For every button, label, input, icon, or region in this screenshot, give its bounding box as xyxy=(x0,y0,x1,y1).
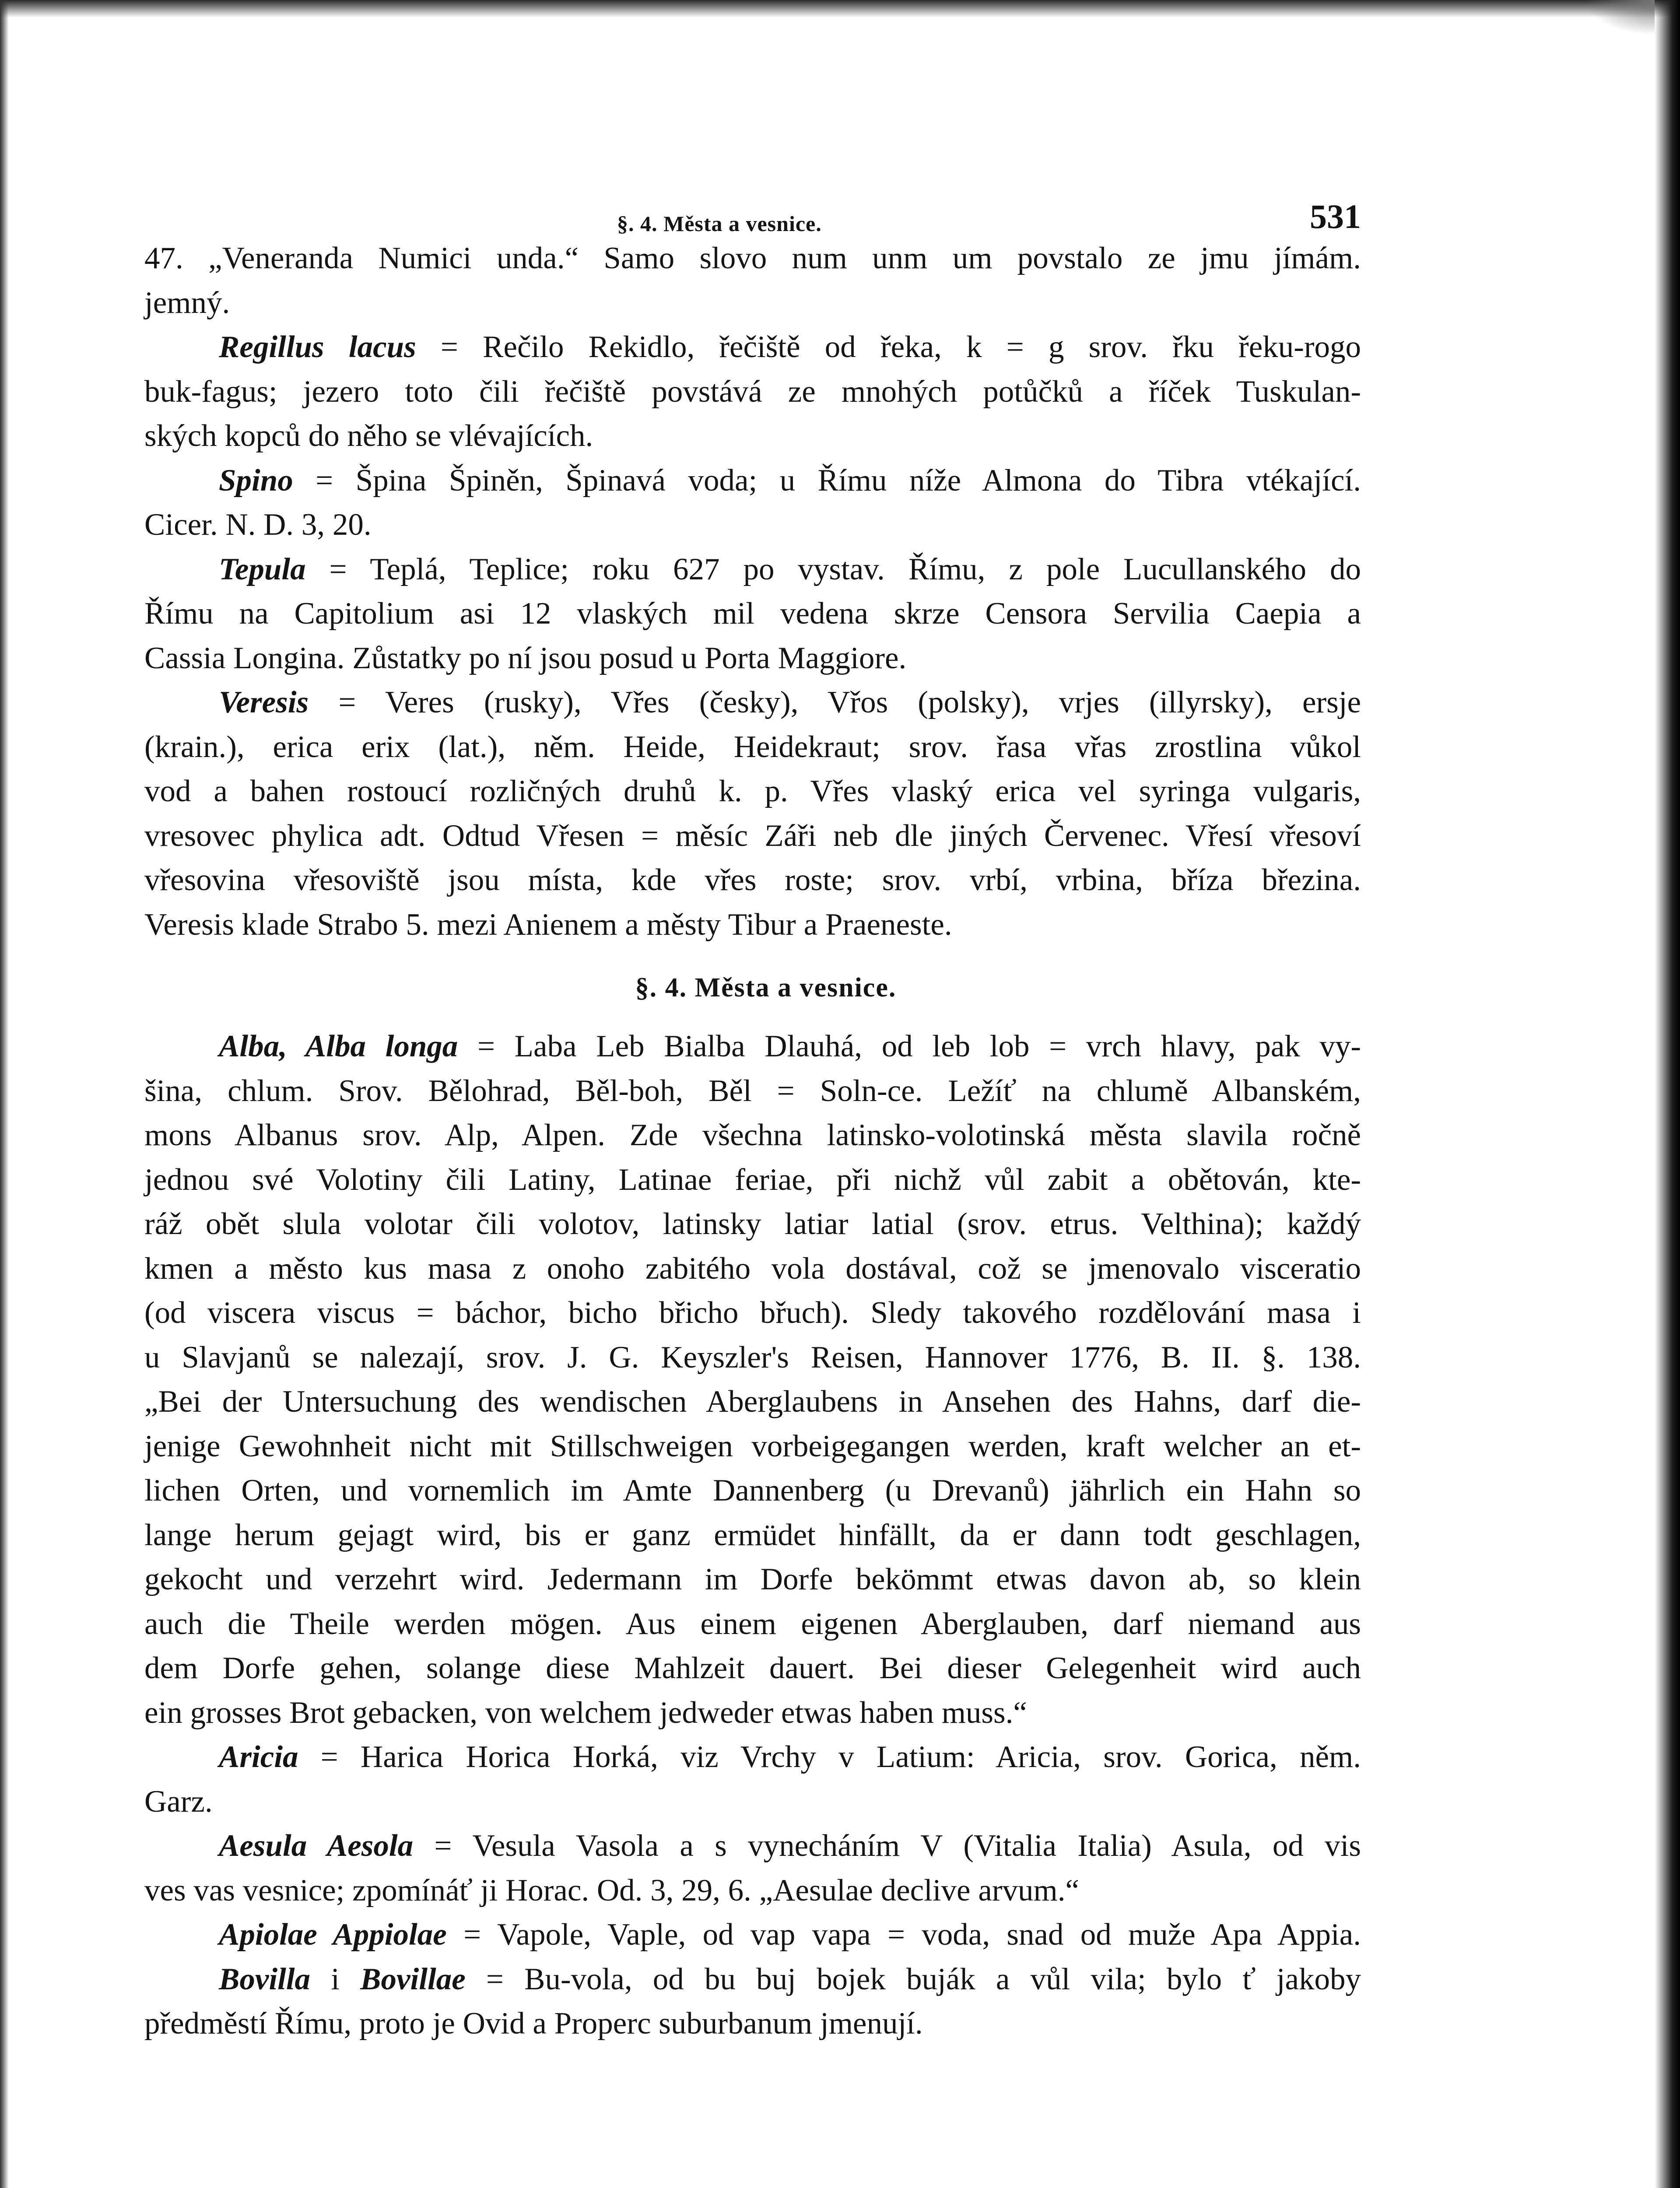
text-line: vřesovina vřesoviště jsou místa, kde vřes roste; srov. vrbí, vrbina, bříza březina. xyxy=(144,863,1361,897)
entry-term: Apiolae Appiolae xyxy=(219,1918,447,1952)
text-span: = Laba Leb Bialba Dlauhá, od leb lob = vrch hlavy, pak vy- xyxy=(477,1029,1361,1063)
entry-term: Aesula Aesola xyxy=(219,1829,414,1863)
entry-term: Aricia xyxy=(219,1740,298,1774)
paragraph-aricia xyxy=(144,1735,1361,1824)
text-line xyxy=(144,1957,1361,2002)
paragraph-numici xyxy=(144,236,1361,325)
paragraph-spino xyxy=(144,459,1361,547)
scan-corner-shadow xyxy=(1585,0,1655,35)
scan-edge-right xyxy=(1655,0,1680,2188)
text-span: = Bu-vola, od bu buj bojek buják a vůl vila; bylo ť jakoby xyxy=(486,1962,1361,1996)
text-line: Cassia Longina. Zůstatky po ní jsou posud u Porta Maggiore. xyxy=(144,641,907,675)
text-line xyxy=(144,1024,1361,1069)
entry-term: Tepula xyxy=(219,552,306,586)
running-head-title: §. 4. Města a vesnice. xyxy=(617,211,822,236)
text-line: u Slavjanů se nalezají, srov. J. G. Keyszler's Reisen, Hannover 1776, B. II. §. 138. xyxy=(144,1340,1361,1375)
paragraph-veresis xyxy=(144,680,1361,947)
text-span: = Veres (rusky), Vřes (česky), Vřos (polsky), vrjes (illyrsky), ersje xyxy=(338,685,1361,719)
text-line: auch die Theile werden mögen. Aus einem eigenen Aberglauben, darf niemand aus xyxy=(144,1606,1361,1641)
text-line xyxy=(144,547,1361,592)
text-span: = Teplá, Teplice; roku 627 po vystav. Římu, z pole Lucullanského do xyxy=(329,552,1361,586)
text-line xyxy=(144,1913,1361,1957)
text-span: = Rečilo Rekidlo, řečiště od řeka, k = g srov. řku řeku-rogo xyxy=(440,330,1361,364)
text-line: „Bei der Untersuchung des wendischen Aberglaubens in Ansehen des Hahns, darf die- xyxy=(144,1385,1361,1419)
text-span: = Vesula Vasola a s vynecháním V (Vitalia Italia) Asula, od vis xyxy=(434,1829,1361,1863)
entry-term: Veresis xyxy=(219,685,309,719)
text-line: předměstí Římu, proto je Ovid a Properc suburbanum jmenují. xyxy=(144,2006,923,2041)
text-line: šina, chlum. Srov. Bělohrad, Běl-boh, Běl = Soln-ce. Ležíť na chlumě Albanském, xyxy=(144,1073,1361,1108)
text-line: jemný. xyxy=(144,285,230,320)
paragraph-apiolae xyxy=(144,1913,1361,1957)
text-line xyxy=(144,1824,1361,1869)
paragraph-tepula xyxy=(144,547,1361,681)
text-line: Římu na Capitolium asi 12 vlaských mil vedena skrze Censora Servilia Caepia a xyxy=(144,596,1361,631)
book-page xyxy=(144,188,1361,2046)
term-connector: i xyxy=(331,1962,340,1996)
text-span: = Špina Špiněn, Špinavá voda; u Římu níže Almona do Tibra vtékající. xyxy=(316,463,1361,498)
text-line xyxy=(144,459,1361,503)
entry-term: Alba, Alba longa xyxy=(219,1029,458,1063)
text-line: vod a bahen rostoucí rozličných druhů k. p. Vřes vlaský erica vel syringa vulgaris, xyxy=(144,774,1361,808)
text-span: = Vapole, Vaple, od vap vapa = voda, snad od muže Apa Appia. xyxy=(463,1918,1361,1952)
scan-edge-top xyxy=(0,0,1680,18)
text-line: ves vas vesnice; zpomínáť ji Horac. Od. 3, 29, 6. „Aesulae declive arvum.“ xyxy=(144,1873,1079,1907)
text-line: 47. „Veneranda Numici unda.“ Samo slovo num unm um povstalo ze jmu jímám. xyxy=(144,241,1361,275)
text-line: jednou své Volotiny čili Latiny, Latinae feriae, při nichž vůl zabit a obětován, kte- xyxy=(144,1162,1361,1197)
text-line: mons Albanus srov. Alp, Alpen. Zde všechna latinsko-volotinská města slavila ročně xyxy=(144,1118,1361,1152)
text-line: ráž obět slula volotar čili volotov, latinsky latiar latial (srov. etrus. Velthina); každý xyxy=(144,1207,1361,1241)
text-line xyxy=(144,1735,1361,1780)
text-line: jenige Gewohnheit nicht mit Stillschweigen vorbeigegangen werden, kraft welcher an et- xyxy=(144,1429,1361,1463)
paragraph-alba xyxy=(144,1024,1361,1735)
text-line: dem Dorfe gehen, solange diese Mahlzeit dauert. Bei dieser Gelegenheit wird auch xyxy=(144,1651,1361,1685)
paragraph-bovilla xyxy=(144,1957,1361,2046)
text-span: = Harica Horica Horká, viz Vrchy v Latium: Aricia, srov. Gorica, něm. xyxy=(320,1740,1361,1774)
text-line: (krain.), erica erix (lat.), něm. Heide, Heidekraut; srov. řasa vřas zrostlina vůkol xyxy=(144,729,1361,764)
page-number: 531 xyxy=(1310,197,1361,235)
text-line: (od viscera viscus = báchor, bicho břicho břuch). Sledy takového rozdělování masa i xyxy=(144,1296,1361,1330)
scan-edge-left xyxy=(0,0,9,2188)
entry-term: Spino xyxy=(219,463,293,498)
section-heading: §. 4. Města a vesnice. xyxy=(635,973,897,1003)
text-line: Garz. xyxy=(144,1784,213,1819)
text-line: ein grosses Brot gebacken, von welchem jedweder etwas haben muss.“ xyxy=(144,1695,1027,1730)
paragraph-aesula xyxy=(144,1824,1361,1913)
entry-term: Bovilla xyxy=(219,1962,311,1996)
text-line xyxy=(144,680,1361,725)
running-head xyxy=(144,188,1361,236)
text-line: gekocht und verzehrt wird. Jedermann im Dorfe bekömmt etwas davon ab, so klein xyxy=(144,1562,1361,1596)
text-line: buk-fagus; jezero toto čili řečiště povstává ze mnohých potůčků a říček Tuskulan- xyxy=(144,374,1361,409)
paragraph-regillus xyxy=(144,325,1361,459)
entry-term: Bovillae xyxy=(360,1962,466,1996)
text-line: vresovec phylica adt. Odtud Vřesen = měsíc Záři neb dle jiných Červenec. Vřesí vřesoví xyxy=(144,818,1361,853)
text-line: lange herum gejagt wird, bis er ganz ermüdet hinfällt, da er dann todt geschlagen, xyxy=(144,1518,1361,1552)
text-line: Veresis klade Strabo 5. mezi Anienem a městy Tibur a Praeneste. xyxy=(144,907,952,942)
text-line: Cicer. N. D. 3, 20. xyxy=(144,508,372,542)
text-line: kmen a město kus masa z onoho zabitého vola dostával, což se jmenovalo visceratio xyxy=(144,1251,1361,1286)
entry-term: Regillus lacus xyxy=(219,330,416,364)
text-line xyxy=(144,325,1361,370)
text-line: lichen Orten, und vornemlich im Amte Dannenberg (u Drevanů) jährlich ein Hahn so xyxy=(144,1473,1361,1508)
text-line: ských kopců do něho se vlévajících. xyxy=(144,419,593,453)
